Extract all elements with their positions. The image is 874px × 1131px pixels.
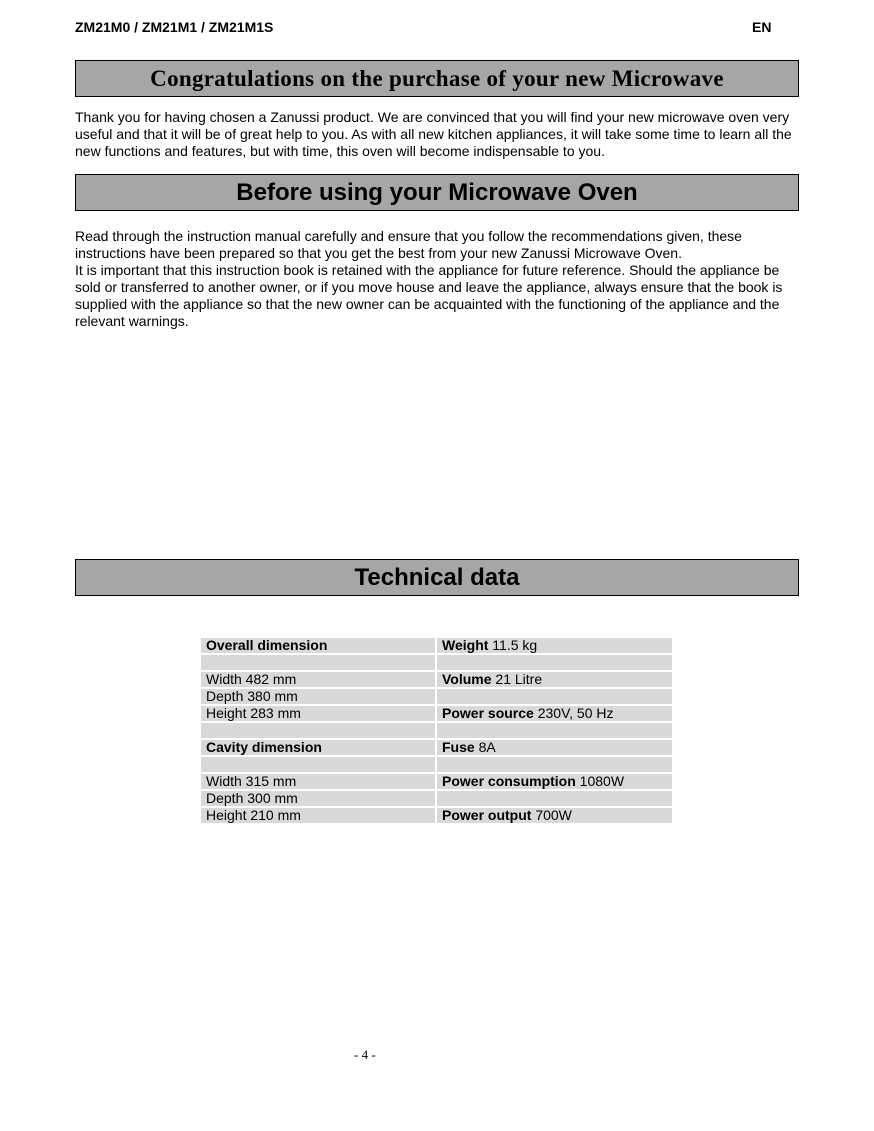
right-cell	[437, 723, 672, 738]
congrats-title: Congratulations on the purchase of your new Microwave	[150, 65, 724, 91]
table-row	[201, 774, 672, 789]
right-cell-label: Volume	[442, 671, 492, 687]
technical-banner	[75, 559, 799, 596]
congrats-banner	[75, 60, 799, 97]
technical-data-table	[199, 636, 674, 825]
right-cell	[437, 706, 672, 721]
left-cell	[201, 706, 435, 721]
left-cell	[201, 655, 435, 670]
before-use-banner	[75, 174, 799, 211]
left-cell-label: Cavity dimension	[206, 739, 322, 755]
model-numbers: ZM21M0 / ZM21M1 / ZM21M1S	[75, 19, 274, 35]
left-cell-label: Overall dimension	[206, 637, 328, 653]
right-cell-label: Weight	[442, 637, 489, 653]
right-cell-value: 1080W	[575, 773, 625, 789]
left-cell-value: Depth 300 mm	[206, 790, 298, 806]
right-cell-label: Fuse	[442, 739, 475, 755]
right-cell-label: Power source	[442, 705, 534, 721]
left-cell	[201, 689, 435, 704]
table-row	[201, 638, 672, 653]
language-code: EN	[752, 19, 772, 35]
left-cell-value: Height 210 mm	[206, 807, 301, 823]
before-use-title: Before using your Microwave Oven	[236, 178, 638, 206]
right-cell	[437, 740, 672, 755]
left-cell	[201, 757, 435, 772]
table-row	[201, 723, 672, 738]
left-cell-value: Width 315 mm	[206, 773, 297, 789]
right-cell-value: 8A	[474, 739, 496, 755]
right-cell	[437, 672, 672, 687]
right-cell-value: 700W	[531, 807, 572, 823]
table-row	[201, 706, 672, 721]
right-cell	[437, 638, 672, 653]
right-cell-label: Power consumption	[442, 773, 576, 789]
right-cell	[437, 791, 672, 806]
table-row	[201, 672, 672, 687]
technical-title: Technical data	[354, 563, 520, 591]
before-use-text-2: It is important that this instruction book is retained with the appliance for future reference. Should the appliance be sold or transferred to another owner, or if you move house and leave the appliance, always ensure that the book is supplied with the appliance so that the new owner can be acquainted with the functioning of the appliance and the relevant warnings.	[75, 262, 783, 329]
right-cell-value: 21 Litre	[491, 671, 543, 687]
before-use-paragraphs	[75, 228, 805, 330]
left-cell	[201, 740, 435, 755]
table-row	[201, 791, 672, 806]
right-cell	[437, 655, 672, 670]
table-row	[201, 757, 672, 772]
before-use-text-1: Read through the instruction manual carefully and ensure that you follow the recommendations given, these instructions have been prepared so that you get the best from your new Zanussi Microwave Oven.	[75, 228, 742, 261]
left-cell-value: Height 283 mm	[206, 705, 301, 721]
right-cell-label: Power output	[442, 807, 532, 823]
left-cell	[201, 808, 435, 823]
right-cell	[437, 774, 672, 789]
table-row	[201, 655, 672, 670]
left-cell-value: Width 482 mm	[206, 671, 297, 687]
right-cell-value: 230V, 50 Hz	[533, 705, 614, 721]
left-cell	[201, 723, 435, 738]
right-cell	[437, 689, 672, 704]
table-row	[201, 808, 672, 823]
table-row	[201, 689, 672, 704]
congrats-text: Thank you for having chosen a Zanussi product. We are convinced that you will find your new microwave oven very useful and that it will be of great help to you. As with all new kitchen appliances, it will take some time to learn all the new functions and features, but with time, this oven will become indispensable to you.	[75, 109, 792, 159]
congrats-paragraph	[75, 109, 805, 160]
right-cell	[437, 808, 672, 823]
left-cell	[201, 672, 435, 687]
right-cell-value: 11.5 kg	[488, 637, 538, 653]
page-number: - 4 -	[354, 1047, 376, 1062]
left-cell	[201, 774, 435, 789]
table-row	[201, 740, 672, 755]
left-cell	[201, 638, 435, 653]
left-cell	[201, 791, 435, 806]
left-cell-value: Depth 380 mm	[206, 688, 298, 704]
right-cell	[437, 757, 672, 772]
